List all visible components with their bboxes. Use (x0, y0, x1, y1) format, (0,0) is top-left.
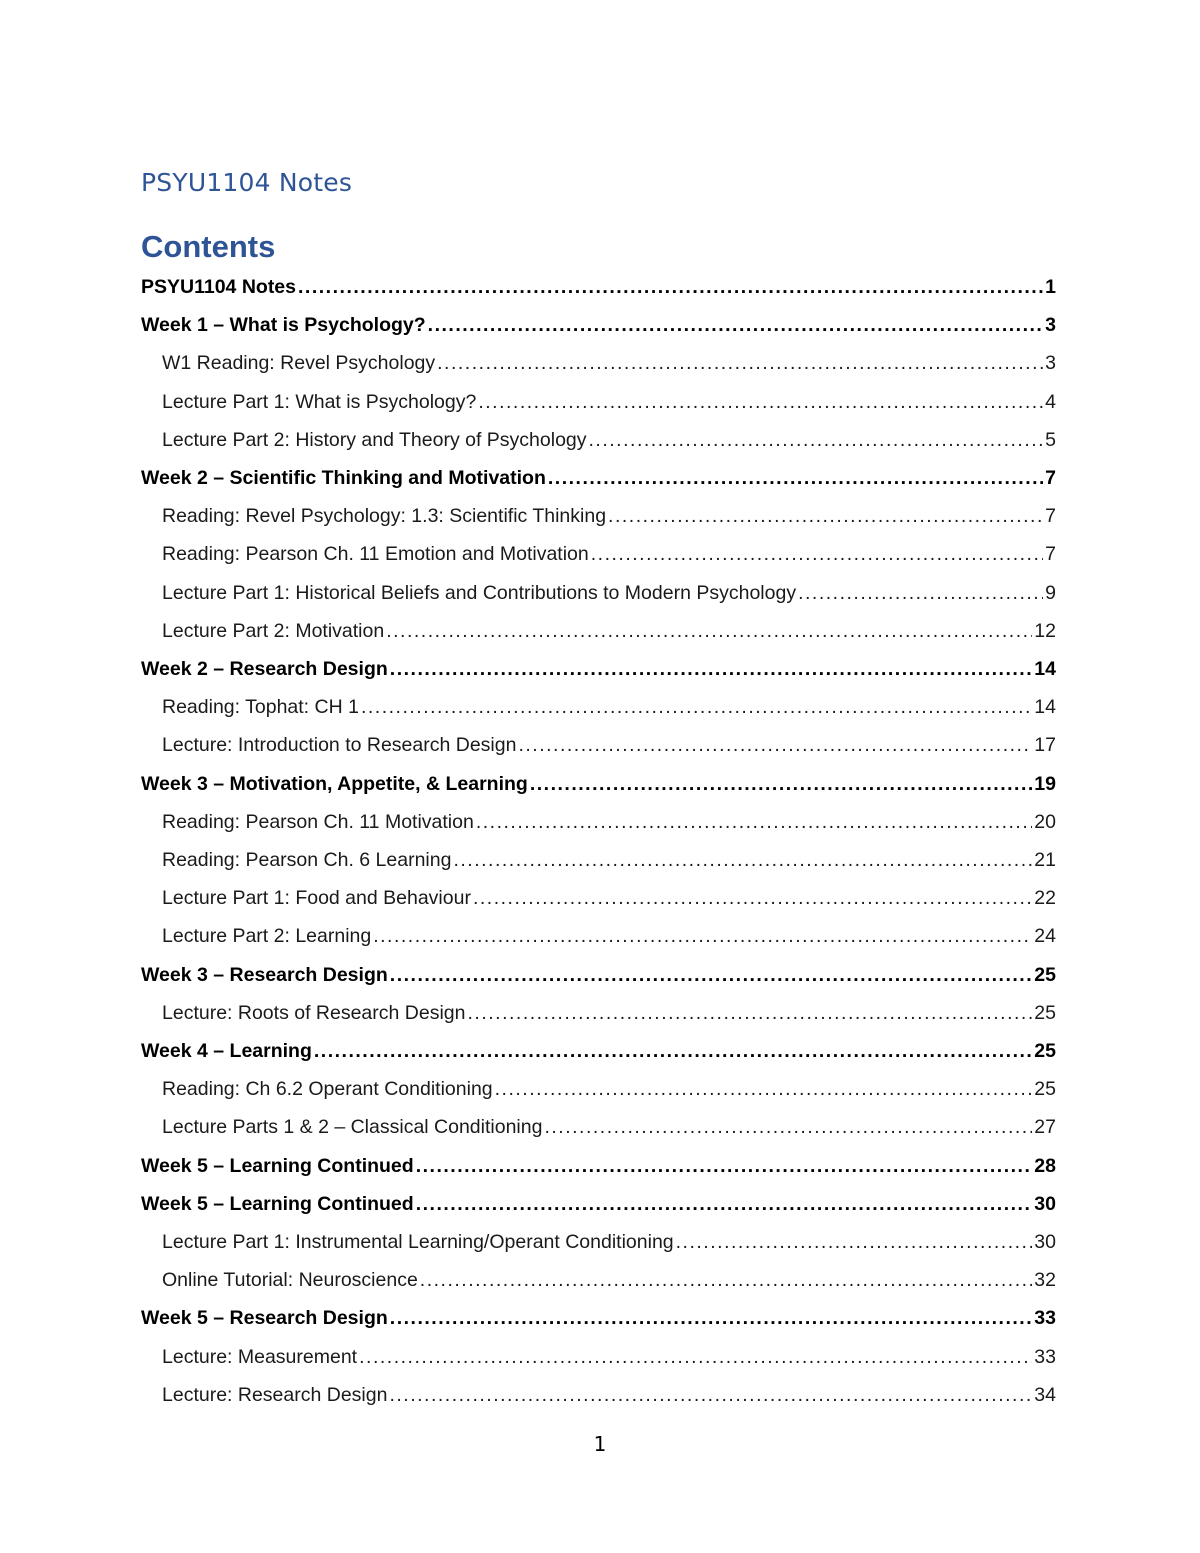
toc-entry-text: Reading: Revel Psychology: 1.3: Scientific Thinking (162, 505, 607, 528)
toc-entry-text: Week 3 – Research Design (141, 963, 388, 986)
toc-dot-leader (478, 383, 1043, 421)
toc-entry-text: Lecture Part 2: History and Theory of Psychology (162, 428, 587, 451)
toc-dot-leader (416, 1185, 1033, 1223)
toc-page-number: 30 (1034, 1231, 1056, 1253)
toc-dot-leader (453, 841, 1032, 879)
toc-entry-text: Lecture: Research Design (162, 1383, 388, 1406)
toc-dot-leader (544, 1108, 1032, 1146)
toc-page-number: 33 (1034, 1307, 1056, 1330)
toc-page-number: 4 (1045, 390, 1056, 413)
toc-page-number: 17 (1034, 734, 1056, 757)
toc-dot-leader (373, 917, 1032, 955)
toc-entry-text: Week 2 – Scientific Thinking and Motivation (141, 467, 546, 489)
toc-dot-leader (589, 421, 1044, 459)
toc-entry-text: Lecture: Roots of Research Design (162, 1001, 466, 1024)
toc-page-number: 21 (1034, 849, 1056, 871)
toc-entry-section[interactable] (141, 1032, 1056, 1070)
toc-entry-text: Lecture: Introduction to Research Design (162, 734, 517, 757)
toc-entry-text: Week 5 – Learning Continued (141, 1192, 414, 1215)
toc-page-number: 25 (1034, 1040, 1056, 1062)
toc-entry-section[interactable] (141, 459, 1056, 497)
toc-entry-subsection[interactable] (162, 344, 1056, 382)
toc-dot-leader (420, 1261, 1033, 1299)
toc-page-number: 25 (1034, 1001, 1056, 1024)
toc-entry-text: Reading: Tophat: CH 1 (162, 696, 359, 719)
toc-entry-text: Lecture Part 2: Learning (162, 925, 372, 948)
toc-dot-leader (298, 268, 1043, 306)
toc-page-number: 24 (1034, 925, 1056, 948)
toc-page-number: 22 (1034, 887, 1056, 910)
toc-dot-leader (518, 726, 1032, 764)
toc-entry-subsection[interactable] (162, 688, 1056, 726)
toc-entry-section[interactable] (141, 1299, 1056, 1337)
toc-entry-subsection[interactable] (162, 535, 1056, 573)
toc-entry-section[interactable] (141, 1185, 1056, 1223)
toc-dot-leader (591, 535, 1043, 573)
toc-entry-text: Reading: Pearson Ch. 11 Emotion and Motivation (162, 543, 589, 566)
toc-page-number: 7 (1045, 467, 1056, 489)
toc-dot-leader (361, 688, 1032, 726)
toc-page-number: 25 (1034, 963, 1056, 986)
toc-entry-text: Lecture Part 1: Historical Beliefs and Contributions to Modern Psychology (162, 581, 797, 604)
toc-page-number: 14 (1034, 658, 1056, 680)
toc-entry-section[interactable] (141, 765, 1056, 803)
toc-entry-section[interactable] (141, 956, 1056, 994)
toc-entry-text: Lecture: Measurement (162, 1345, 358, 1368)
toc-entry-text: Lecture Part 1: Food and Behaviour (162, 887, 471, 910)
toc-page-number: 1 (1045, 276, 1056, 298)
toc-entry-text: Week 1 – What is Psychology? (141, 314, 426, 337)
toc-entry-subsection[interactable] (162, 803, 1056, 841)
toc-entry-text: PSYU1104 Notes (141, 276, 297, 298)
toc-page-number: 7 (1045, 505, 1056, 528)
toc-entry-subsection[interactable] (162, 1376, 1056, 1414)
toc-dot-leader (798, 574, 1043, 612)
toc-dot-leader (390, 956, 1033, 994)
toc-page-number: 25 (1034, 1078, 1056, 1101)
toc-dot-leader (389, 1376, 1032, 1414)
toc-entry-subsection[interactable] (162, 1261, 1056, 1299)
toc-page-number: 3 (1045, 352, 1056, 375)
toc-entry-subsection[interactable] (162, 612, 1056, 650)
toc-entry-subsection[interactable] (162, 383, 1056, 421)
toc-dot-leader (476, 803, 1032, 841)
toc-entry-text: Week 5 – Learning Continued (141, 1154, 414, 1177)
toc-entry-section[interactable] (141, 268, 1056, 306)
toc-dot-leader (676, 1223, 1033, 1261)
toc-dot-leader (548, 459, 1043, 497)
toc-dot-leader (386, 612, 1032, 650)
toc-entry-subsection[interactable] (162, 497, 1056, 535)
toc-page-number: 5 (1045, 428, 1056, 451)
toc-entry-text: Lecture Parts 1 & 2 – Classical Conditioning (162, 1116, 543, 1139)
toc-entry-text: Reading: Pearson Ch. 11 Motivation (162, 810, 474, 833)
toc-entry-text: Lecture Part 1: What is Psychology? (162, 390, 477, 413)
toc-dot-leader (359, 1338, 1032, 1376)
toc-dot-leader (437, 344, 1043, 382)
toc-entry-subsection[interactable] (162, 1108, 1056, 1146)
toc-entry-text: Lecture Part 1: Instrumental Learning/Operant Conditioning (162, 1231, 674, 1253)
toc-page-number: 28 (1034, 1154, 1056, 1177)
toc-page-number: 19 (1034, 772, 1056, 795)
toc-entry-subsection[interactable] (162, 1070, 1056, 1108)
toc-page-number: 20 (1034, 810, 1056, 833)
toc-dot-leader (390, 1299, 1033, 1337)
toc-entry-text: Week 3 – Motivation, Appetite, & Learning (141, 772, 528, 795)
toc-page-number: 33 (1034, 1345, 1056, 1368)
toc-entry-text: Week 4 – Learning (141, 1040, 312, 1062)
toc-dot-leader (495, 1070, 1033, 1108)
toc-entry-subsection[interactable] (162, 917, 1056, 955)
toc-entry-section[interactable] (141, 1147, 1056, 1185)
toc-page-number: 14 (1034, 696, 1056, 719)
toc-dot-leader (473, 879, 1032, 917)
toc-page-number: 12 (1034, 619, 1056, 642)
toc-dot-leader (468, 994, 1033, 1032)
toc-entry-subsection[interactable] (162, 841, 1056, 879)
toc-page-number: 9 (1045, 581, 1056, 604)
toc-dot-leader (390, 650, 1033, 688)
toc-dot-leader (416, 1147, 1033, 1185)
toc-dot-leader (314, 1032, 1032, 1070)
toc-page-number: 30 (1034, 1192, 1056, 1215)
toc-entry-text: Online Tutorial: Neuroscience (162, 1269, 418, 1292)
toc-entry-subsection[interactable] (162, 574, 1056, 612)
toc-entry-subsection[interactable] (162, 726, 1056, 764)
toc-entry-subsection[interactable] (162, 1223, 1056, 1261)
toc-entry-text: Week 5 – Research Design (141, 1307, 388, 1330)
toc-entry-text: W1 Reading: Revel Psychology (162, 352, 436, 375)
toc-page-number: 32 (1034, 1269, 1056, 1292)
document-title: PSYU1104 Notes (141, 168, 353, 197)
toc-dot-leader (530, 765, 1032, 803)
toc-entry-subsection[interactable] (162, 879, 1056, 917)
toc-page-number: 27 (1034, 1116, 1056, 1139)
toc-entry-subsection[interactable] (162, 994, 1056, 1032)
toc-dot-leader (608, 497, 1043, 535)
toc-entry-text: Lecture Part 2: Motivation (162, 619, 385, 642)
toc-heading: Contents (141, 229, 276, 264)
toc-entry-section[interactable] (141, 650, 1056, 688)
toc-page-number: 34 (1034, 1383, 1056, 1406)
toc-entry-text: Reading: Ch 6.2 Operant Conditioning (162, 1078, 493, 1101)
toc-dot-leader (428, 306, 1043, 344)
toc-entry-text: Reading: Pearson Ch. 6 Learning (162, 849, 452, 871)
page-number: 1 (593, 1432, 607, 1456)
toc-entry-text: Week 2 – Research Design (141, 658, 388, 680)
toc-entry-subsection[interactable] (162, 421, 1056, 459)
toc-page-number: 7 (1045, 543, 1056, 566)
toc-entry-subsection[interactable] (162, 1338, 1056, 1376)
toc-page-number: 3 (1045, 314, 1056, 337)
toc-entry-section[interactable] (141, 306, 1056, 344)
